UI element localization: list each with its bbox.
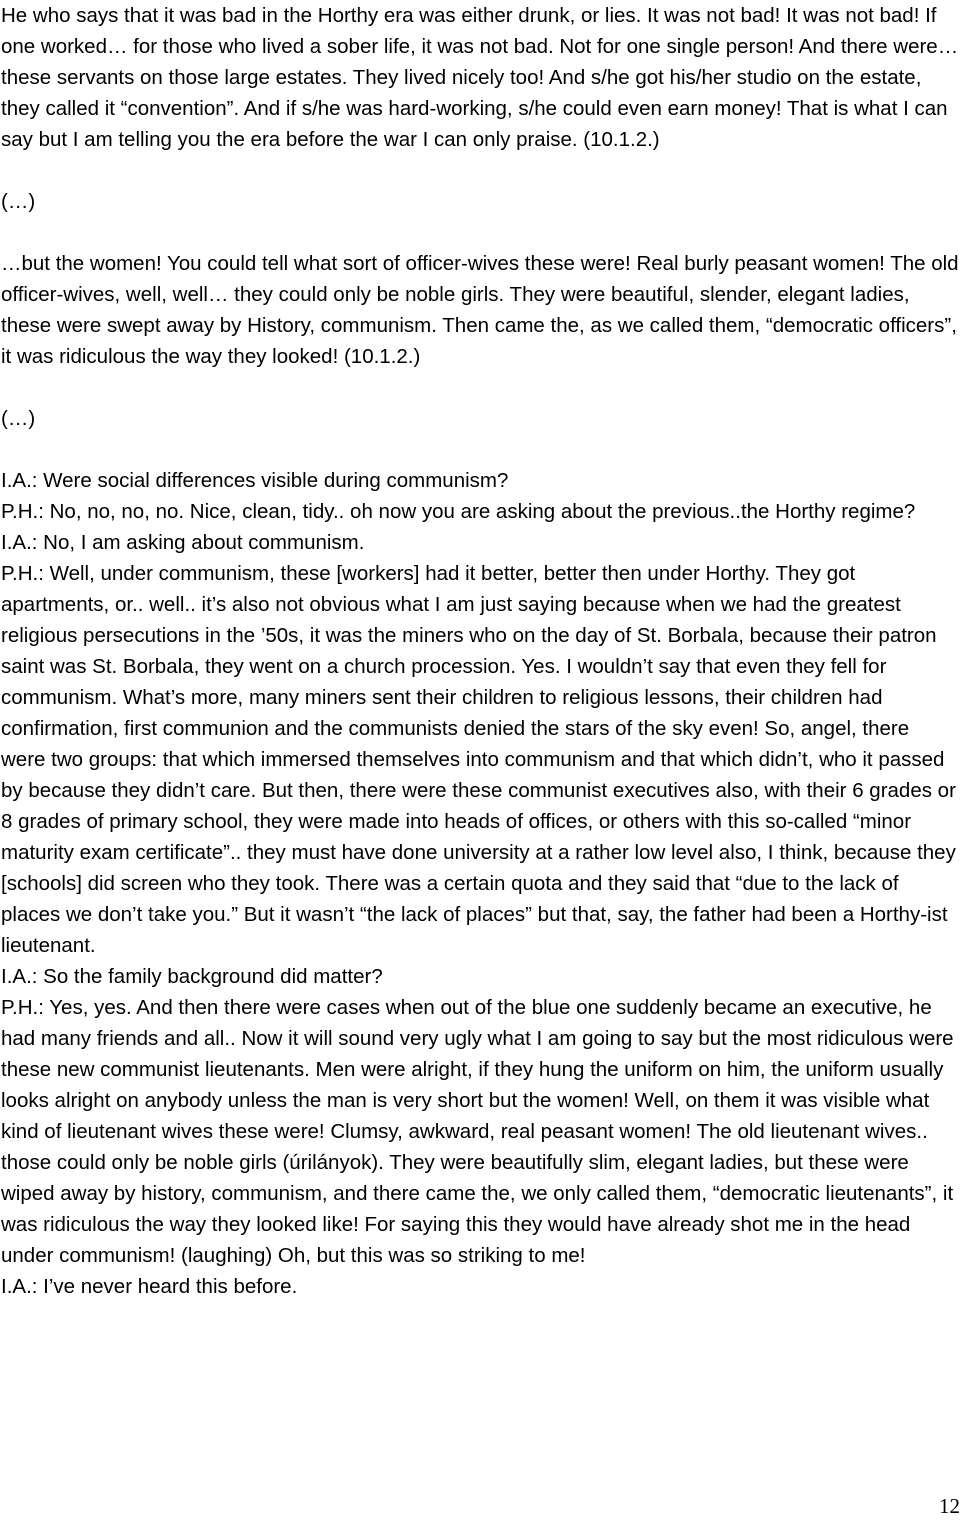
interview-question: I.A.: Were social differences visible during communism?: [1, 469, 509, 492]
interview-question: I.A.: I’ve never heard this before.: [1, 1275, 298, 1298]
interview-answer: P.H.: No, no, no, no. Nice, clean, tidy.. oh now you are asking about the previous..the Horthy regime?: [1, 500, 916, 523]
document-body: [1, 0, 959, 1302]
page-number: 12: [939, 1494, 960, 1518]
paragraph-horthy-era: He who says that it was bad in the Horthy era was either drunk, or lies. It was not bad! It was not bad! If one worked… for those who lived a sober life, it was not bad. Not for one single person! And there were… these servants on those large estates. They lived nicely too! And s/he got his/her studio on the estate, they called it “convention”. And if s/he was hard-working, s/he could even earn money! That is what I can say but I am telling you the era before the war I can only praise. (10.1.2.): [1, 4, 959, 151]
ellipsis-marker: (…): [1, 190, 36, 213]
interview-question: I.A.: No, I am asking about communism.: [1, 531, 365, 554]
interview-answer: P.H.: Well, under communism, these [workers] had it better, better then under Horthy. They got apartments, or.. well.. it’s also not obvious what I am just saying because when we had the greatest religious persecutions in the ’50s, it was the miners who on the day of St. Borbala, because their patron saint was St. Borbala, they went on a church procession. Yes. I wouldn’t say that even they fell for communism. What’s more, many miners sent their children to religious lessons, their children had confirmation, first communion and the communists denied the stars of the sky even! So, angel, there were two groups: that which immersed themselves into communism and that which didn’t, who it passed by because they didn’t care. But then, there were these communist executives also, with their 6 grades or 8 grades of primary school, they were made into heads of offices, or others with this so-called “minor maturity exam certificate”.. they must have done university at a rather low level also, I think, because they [schools] did screen who they took. There was a certain quota and they said that “due to the lack of places we don’t take you.” But it wasn’t “the lack of places” but that, say, the father had been a Horthy-ist lieutenant.: [1, 562, 956, 957]
interview-question: I.A.: So the family background did matter?: [1, 965, 383, 988]
interview-answer: P.H.: Yes, yes. And then there were cases when out of the blue one suddenly became an executive, he had many friends and all.. Now it will sound very ugly what I am going to say but the most ridiculous were these new communist lieutenants. Men were alright, if they hung the uniform on him, the uniform usually looks alright on anybody unless the man is very short but the women! Well, on them it was visible what kind of lieutenant wives these were! Clumsy, awkward, real peasant women! The old lieutenant wives.. those could only be noble girls (úrilányok). They were beautifully slim, elegant ladies, but these were wiped away by history, communism, and there came the, we only called them, “democratic lieutenants”, it was ridiculous the way they looked like! For saying this they would have already shot me in the head under communism! (laughing) Oh, but this was so striking to me!: [1, 996, 954, 1267]
ellipsis-marker: (…): [1, 407, 36, 430]
paragraph-officer-wives: …but the women! You could tell what sort of officer-wives these were! Real burly peasant women! The old officer-wives, well, well… they could only be noble girls. They were beautiful, slender, elegant ladies, these were swept away by History, communism. Then came the, as we called them, “democratic officers”, it was ridiculous the way they looked! (10.1.2.): [1, 252, 959, 368]
